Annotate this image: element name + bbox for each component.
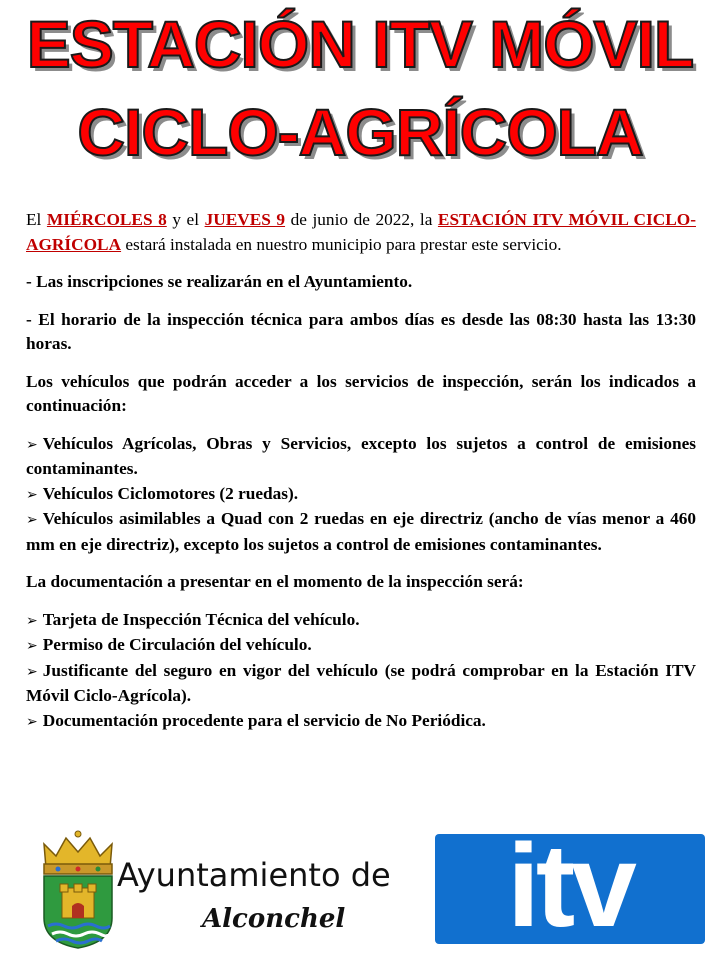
schedule-text: - El horario de la inspección técnica para ambos días es desde las 08:30 hasta las 13:30 horas. [26, 309, 696, 353]
vehicles-intro [26, 370, 696, 419]
arrowhead-bullet-icon: ➢ [26, 512, 38, 528]
list-item [26, 659, 696, 709]
list-item [26, 633, 696, 659]
coat-of-arms-icon [38, 830, 118, 950]
arrowhead-bullet-icon: ➢ [26, 638, 38, 654]
intro-paragraph [26, 208, 696, 257]
documents-intro-text: La documentación a presentar en el momento de la inspección será: [26, 572, 524, 591]
intro-text-2: y el [172, 210, 200, 229]
list-item [26, 432, 696, 482]
documents-intro [26, 570, 696, 595]
vehicles-list [26, 432, 696, 558]
title-line-2: CICLO-AGRÍCOLA [77, 95, 643, 169]
document-item-text: Tarjeta de Inspección Técnica del vehículo. [42, 609, 360, 629]
vehicle-item-text: Vehículos asimilables a Quad con 2 ruedas en eje directriz (ancho de vías menor a 460 mm en eje directriz), excepto los sujetos a control de emisiones contaminantes. [26, 509, 696, 554]
arrowhead-bullet-icon: ➢ [26, 663, 38, 680]
ayuntamiento-label: Ayuntamiento de [117, 856, 391, 894]
list-item [26, 608, 696, 634]
date-wednesday: MIÉRCOLES 8 [46, 210, 167, 229]
town-name: Alconchel [202, 904, 346, 934]
intro-text-1: El [26, 210, 42, 229]
document-item-text: Justificante del seguro en vigor del vehículo (se podrá comprobar en la Estación ITV Móvil Ciclo-Agrícola). [26, 660, 696, 705]
list-item [26, 709, 696, 735]
itv-logo-graphic [435, 834, 705, 944]
vehicle-item-text: Vehículos Agrícolas, Obras y Servicios, excepto los sujetos a control de emisiones contaminantes. [26, 433, 696, 478]
itv-logo-text: itv [507, 834, 633, 944]
arrowhead-bullet-icon: ➢ [26, 713, 38, 730]
notice-body [26, 208, 696, 747]
document-item-text: Documentación procedente para el servicio de No Periódica. [42, 710, 486, 730]
itv-logo [435, 834, 705, 944]
footer [0, 826, 720, 960]
arrowhead-bullet-icon: ➢ [26, 436, 38, 453]
vehicles-intro-text: Los vehículos que podrán acceder a los servicios de inspección, serán los indicados a continuación: [26, 371, 696, 415]
station-name: ESTACIÓN ITV MÓVIL CICLO-AGRÍCOLA [26, 210, 696, 254]
list-item [26, 482, 696, 508]
intro-text-4: estará instalada en nuestro municipio para prestar este servicio. [125, 234, 562, 254]
intro-text-3: de junio de 2022, la [290, 210, 433, 229]
inscriptions-line [26, 270, 696, 295]
schedule-line [26, 308, 696, 357]
vehicle-item-text: Vehículos Ciclomotores (2 ruedas). [42, 483, 299, 503]
inscriptions-text: - Las inscripciones se realizarán en el Ayuntamiento. [26, 272, 413, 291]
arrowhead-bullet-icon: ➢ [26, 612, 38, 629]
document-item-text: Permiso de Circulación del vehículo. [42, 635, 312, 654]
date-thursday: JUEVES 9 [204, 210, 286, 229]
title-line-1: ESTACIÓN ITV MÓVIL [26, 7, 694, 81]
documents-list [26, 608, 696, 735]
arrowhead-bullet-icon: ➢ [26, 486, 38, 503]
list-item [26, 507, 696, 557]
